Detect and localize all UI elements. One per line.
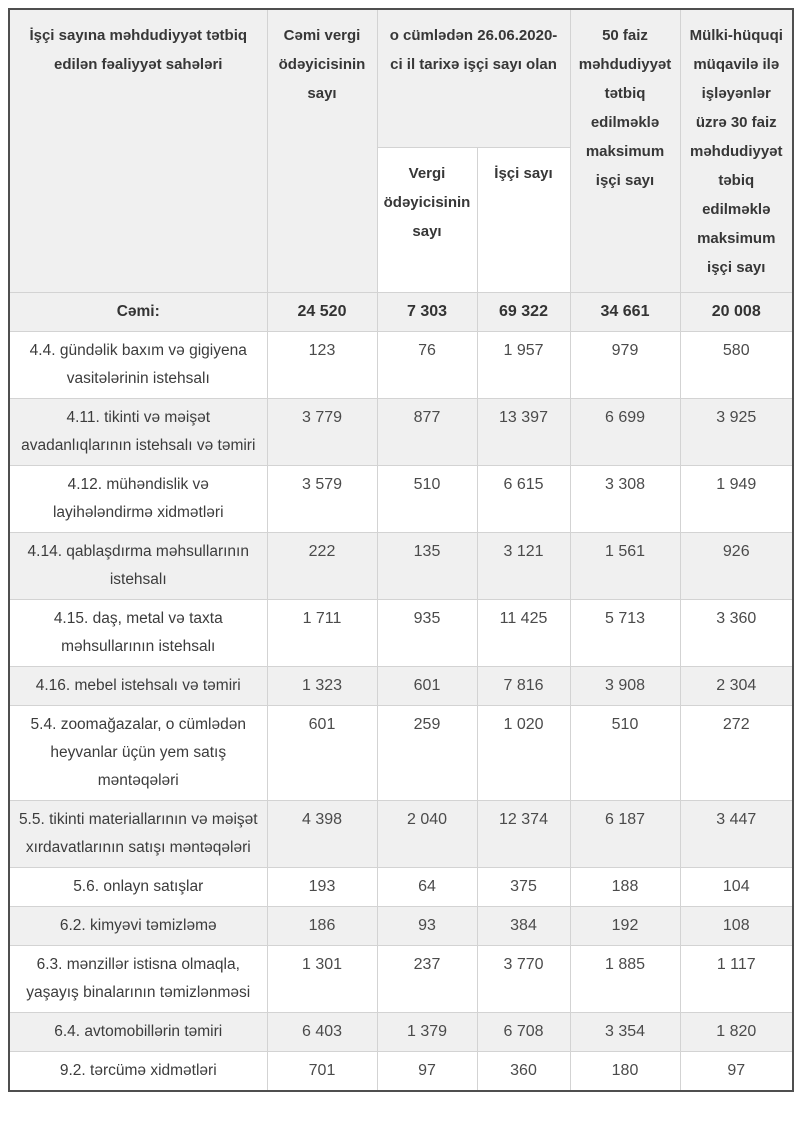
cell-value: 193 — [267, 867, 377, 906]
cell-value: 3 308 — [570, 465, 680, 532]
cell-value: 97 — [377, 1051, 477, 1091]
cell-value: 4 398 — [267, 800, 377, 867]
subheader-taxpayer-count: Vergi ödəyicisinin sayı — [377, 147, 477, 292]
cell-value: 259 — [377, 705, 477, 800]
cell-value: 3 925 — [680, 398, 793, 465]
header-total-taxpayers: Cəmi vergi ödəyicisinin sayı — [267, 9, 377, 292]
table-row — [9, 331, 793, 398]
header-activity-fields: İşçi sayına məhdudiyyət tətbiq edilən fəaliyyət sahələri — [9, 9, 267, 292]
total-row-label: Cəmi: — [9, 292, 267, 331]
table-header — [9, 9, 793, 292]
cell-value: 20 008 — [680, 292, 793, 331]
cell-value: 222 — [267, 532, 377, 599]
cell-value: 104 — [680, 867, 793, 906]
cell-value: 580 — [680, 331, 793, 398]
cell-value: 6 403 — [267, 1012, 377, 1051]
table-row — [9, 1051, 793, 1091]
total-row — [9, 292, 793, 331]
cell-value: 188 — [570, 867, 680, 906]
employee-limit-table — [8, 8, 794, 1092]
cell-value: 237 — [377, 945, 477, 1012]
cell-value: 979 — [570, 331, 680, 398]
cell-value: 6 699 — [570, 398, 680, 465]
row-label: 5.6. onlayn satışlar — [9, 867, 267, 906]
cell-value: 1 379 — [377, 1012, 477, 1051]
table-row — [9, 906, 793, 945]
cell-value: 192 — [570, 906, 680, 945]
header-30-percent-civil-contract-limit: Mülki-hüquqi müqavilə ilə işləyənlər üzrə 30 faiz məhdudiyyət təbiq edilməklə maksimum işçi sayı — [680, 9, 793, 292]
cell-value: 1 561 — [570, 532, 680, 599]
cell-value: 7 303 — [377, 292, 477, 331]
cell-value: 2 304 — [680, 666, 793, 705]
cell-value: 1 020 — [477, 705, 570, 800]
row-label: 6.3. mənzillər istisna olmaqla, yaşayış binalarının təmizlənməsi — [9, 945, 267, 1012]
cell-value: 2 040 — [377, 800, 477, 867]
cell-value: 272 — [680, 705, 793, 800]
table-row — [9, 945, 793, 1012]
cell-value: 1 957 — [477, 331, 570, 398]
cell-value: 510 — [570, 705, 680, 800]
cell-value: 76 — [377, 331, 477, 398]
cell-value: 601 — [377, 666, 477, 705]
cell-value: 97 — [680, 1051, 793, 1091]
table-row — [9, 705, 793, 800]
row-label: 4.12. mühəndislik və layihələndirmə xidmətləri — [9, 465, 267, 532]
cell-value: 3 908 — [570, 666, 680, 705]
cell-value: 510 — [377, 465, 477, 532]
cell-value: 1 323 — [267, 666, 377, 705]
cell-value: 3 770 — [477, 945, 570, 1012]
cell-value: 926 — [680, 532, 793, 599]
cell-value: 1 301 — [267, 945, 377, 1012]
cell-value: 601 — [267, 705, 377, 800]
cell-value: 5 713 — [570, 599, 680, 666]
row-label: 4.14. qablaşdırma məhsullarının istehsalı — [9, 532, 267, 599]
cell-value: 13 397 — [477, 398, 570, 465]
cell-value: 3 779 — [267, 398, 377, 465]
cell-value: 384 — [477, 906, 570, 945]
cell-value: 375 — [477, 867, 570, 906]
cell-value: 186 — [267, 906, 377, 945]
row-label: 5.4. zoomağazalar, o cümlədən heyvanlar üçün yem satış məntəqələri — [9, 705, 267, 800]
table-row — [9, 1012, 793, 1051]
cell-value: 6 708 — [477, 1012, 570, 1051]
cell-value: 3 354 — [570, 1012, 680, 1051]
table-row — [9, 666, 793, 705]
cell-value: 3 360 — [680, 599, 793, 666]
cell-value: 1 885 — [570, 945, 680, 1012]
table-row — [9, 398, 793, 465]
cell-value: 935 — [377, 599, 477, 666]
cell-value: 3 579 — [267, 465, 377, 532]
cell-value: 701 — [267, 1051, 377, 1091]
cell-value: 360 — [477, 1051, 570, 1091]
cell-value: 7 816 — [477, 666, 570, 705]
cell-value: 1 711 — [267, 599, 377, 666]
header-50-percent-limit: 50 faiz məhdudiyyət tətbiq edilməklə maksimum işçi sayı — [570, 9, 680, 292]
cell-value: 135 — [377, 532, 477, 599]
table-row — [9, 867, 793, 906]
table-row — [9, 800, 793, 867]
cell-value: 93 — [377, 906, 477, 945]
cell-value: 6 615 — [477, 465, 570, 532]
cell-value: 1 949 — [680, 465, 793, 532]
cell-value: 69 322 — [477, 292, 570, 331]
cell-value: 34 661 — [570, 292, 680, 331]
cell-value: 108 — [680, 906, 793, 945]
cell-value: 1 820 — [680, 1012, 793, 1051]
cell-value: 123 — [267, 331, 377, 398]
table-row — [9, 599, 793, 666]
cell-value: 877 — [377, 398, 477, 465]
cell-value: 64 — [377, 867, 477, 906]
table-row — [9, 532, 793, 599]
cell-value: 12 374 — [477, 800, 570, 867]
table-row — [9, 465, 793, 532]
row-label: 4.4. gündəlik baxım və gigiyena vasitələrinin istehsalı — [9, 331, 267, 398]
row-label: 4.15. daş, metal və taxta məhsullarının istehsalı — [9, 599, 267, 666]
table-body — [9, 292, 793, 1091]
cell-value: 3 121 — [477, 532, 570, 599]
cell-value: 1 117 — [680, 945, 793, 1012]
cell-value: 24 520 — [267, 292, 377, 331]
cell-value: 3 447 — [680, 800, 793, 867]
row-label: 6.2. kimyəvi təmizləmə — [9, 906, 267, 945]
header-row-top — [9, 9, 793, 147]
row-label: 9.2. tərcümə xidmətləri — [9, 1051, 267, 1091]
cell-value: 180 — [570, 1051, 680, 1091]
row-label: 4.16. mebel istehsalı və təmiri — [9, 666, 267, 705]
header-group-including-date: o cümlədən 26.06.2020-ci il tarixə işçi sayı olan — [377, 9, 570, 147]
subheader-employee-count: İşçi sayı — [477, 147, 570, 292]
row-label: 6.4. avtomobillərin təmiri — [9, 1012, 267, 1051]
cell-value: 6 187 — [570, 800, 680, 867]
row-label: 5.5. tikinti materiallarının və məişət xırdavatlarının satışı məntəqələri — [9, 800, 267, 867]
cell-value: 11 425 — [477, 599, 570, 666]
row-label: 4.11. tikinti və məişət avadanlıqlarının istehsalı və təmiri — [9, 398, 267, 465]
